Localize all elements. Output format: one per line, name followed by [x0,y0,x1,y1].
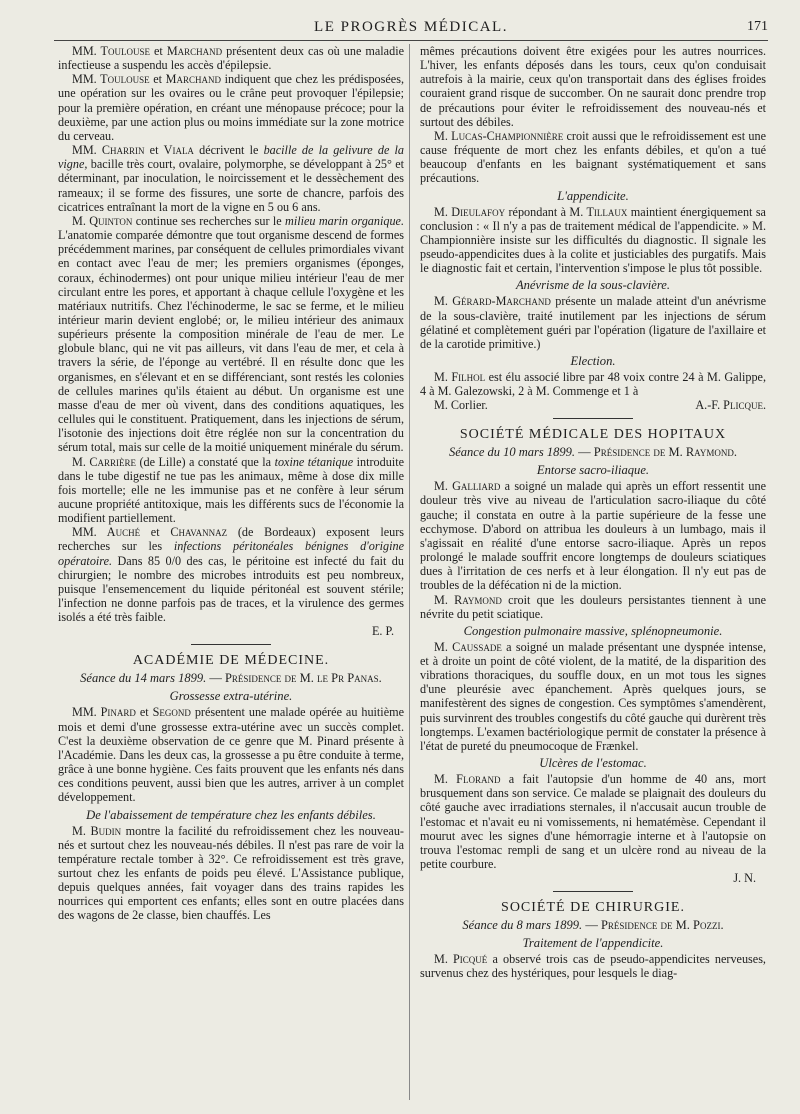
paragraph-text: (de Bordeaux) exposent leurs recherches sur les [58,525,404,554]
session-date: Séance du 8 mars 1899. [462,918,583,933]
paragraph-text: indiquent que chez les prédisposées, une opération sur les ovaires ou le crâne peut provoquer l'épilepsie; pour la première opération, en créant une ménopause précoce; pour la deuxième, par une action plus ou moins immédiate sur la zone motrice du cerveau. [58,72,404,143]
section-title: SOCIÉTÉ DE CHIRURGIE. [501,900,685,916]
author-name: Chavannaz [170,525,228,540]
paragraph [420,640,766,753]
paragraph-text: a observé trois cas de pseudo-appendicites nerveuses, survenus chez des hystériques, pour lesquels le diag- [420,952,766,981]
author-name: MM. Charrin [72,143,145,158]
paragraph-text: montre la facilité du refroidissement chez les nouveau-nés et surtout chez les nouveau-nés débiles. Il n'est pas rare de voir la température rectale tomber à 32°. Ce refroidissement est très grave, surtout chez les enfants de poids peu élevé. L'Assistance publique, depuis quelques années, fait voyager dans des trains rapides les nourrices qui emportent ces enfants; elles sont en outre placées dans des wagons de 2e classe, bien chauffés. Les [58,823,404,923]
author-name: MM. Pinard [72,705,136,720]
author-name: Viala [163,143,194,158]
italic-term: infections péritonéales bénignes d'origine opératoire. [58,539,404,568]
paragraph [420,294,766,351]
left-column [58,44,404,1104]
paragraph [420,952,766,980]
paragraph-text: présentent une malade opérée au huitième mois et demi d'une grossesse extra-utérine avec un succès complet. C'est la deuxième observation de ce genre que M. Pinard présente à l'Académie. Dans les deux cas, la grossesse a pu être conduite à terme, grâce à une bonne hygiène. Ces faits prouvent que les enfants nés dans ces conditions peuvent, aussi bien que les autres, arriver à un complet développement. [58,705,404,805]
paragraph [58,525,404,624]
author-name: M. Gérard-Marchand [434,294,551,309]
author-name: M. Dieulafoy [434,204,506,219]
paragraph [58,455,404,526]
paragraph-text: introduite dans le tube digestif ne tue pas les animaux, même à dose dix mille fois mortelle; elle ne les immunise pas et ne confère à leur sérum aucune propriété antitoxique, mais les différents sucs de l'économie la modifient partiellement. [58,454,404,526]
author-name: M. Quinton [72,213,133,228]
session-presidency: — Présidence de M. Pozzi. [582,918,724,933]
paragraph [420,129,766,186]
paragraph [420,593,766,621]
paragraph-text: (de Lille) a constaté que la [135,454,275,469]
paragraph-text: a soigné un malade qui après un effort ressentit une douleur très vive au niveau de l'articulation sacro-iliaque du côté gauche; il constata en outre à la partie supérieure de la fesse une ecchymose. D'abord on attribua les douleurs à un lumbago, mais il s'agissait en réalité d'une entorse sacro-iliaque. Après un repos prolongé le malade souffrit encore longtemps de douleurs sciatiques dues à l'irritation de ces nerfs et à leur élongation. Il n'y eut pas de troubles de la défécation ni de la miction. [420,479,766,593]
session-line [420,918,766,933]
paragraph [58,705,404,804]
paragraph [58,143,404,214]
last-candidate: M. Corlier. [434,398,488,413]
conjunction: et [144,143,164,158]
author-name: Marchand [166,44,223,58]
section-title: ACADÉMIE DE MÉDECINE. [132,653,330,669]
author-name: Marchand [165,72,221,87]
paragraph-text: est élu associé libre par 48 voix contre 24 à M. Galippe, 4 à M. Galezowski, 2 à M. Commenge et 1 à [420,369,766,399]
paragraph [420,370,766,398]
section-title: SOCIÉTÉ MÉDICALE DES HOPITAUX [459,427,727,443]
subsection-title: L'appendicite. [557,188,629,203]
author-name: Segond [152,705,191,720]
author-name: M. Florand [434,772,501,787]
conjunction: et [135,705,153,720]
paragraph-text: présente un malade atteint d'un anévrisme de la sous-clavière, traité inutilement par les injections de sérum gélatiné et complètement guéri par l'opération (ligature de l'axillaire et de la carotide primitive.) [420,294,766,351]
session-presidency: — Présidence de M. le Pr Panas. [206,671,382,686]
author-name: M. Budin [72,823,122,838]
paragraph-text: a soigné un malade présentant une dyspnée intense, et à droite un point de côté violent, de la matité, de la disparition des vibrations thoraciques, du souffle doux, en un mot tous les signes d'une pleurésie avec épanchement. Après quelques jours, se manifestèrent des signes de congestion. Ces symptômes s'amendèrent, puis survinrent des troubles congestifs du côté gauche qui durèrent très longtemps. L'examen bactériologique permit de constater la présence à l'état de pureté du pneumocoque de Frænkel. [420,639,766,753]
section-rule [191,644,271,645]
author-signature: E. P. [371,624,394,639]
running-title: LE PROGRÈS MÉDICAL. [314,19,508,35]
author-name: M. Carrière [72,454,136,469]
subsection-title: Traitement de l'appendicite. [522,936,664,951]
paragraph [420,772,766,871]
paragraph [58,44,404,72]
column-divider [409,44,410,1100]
conjunction: et [149,72,166,87]
conjunction: et [149,44,167,58]
author-signature: J. N. [733,871,756,886]
italic-term: bacille de la gelivure de la vigne, [58,143,404,172]
election-closing-line [420,398,766,412]
paragraph-text: L'anatomie comparée démontre que tout organisme descend de formes précédemment marines, par conséquent de cellules primordiales vivant en contact avec l'eau de mer; les premiers organismes (éponges, coraux, échinodermes) ont pour unique milieu intérieur l'eau de mer circulant entre les pores, et apportant à chaque cellule l'oxygène et les matériaux nutritifs. Chez l'échinoderme, le sac se ferme, et le milieu intérieur marin devient englobé; or, le milieu intérieur des animaux supérieurs présente la composition minérale de l'eau de mer. Le globule blanc, qui ne vit pas ailleurs, vit dans l'eau de mer, et cela à travers la série, de l'éponge au vertébré. Il en résulte donc que les organismes, en s'élevant et en se différenciant, sont restés les colonies de cellules marines qu'ils étaient au début. Un organisme est une masse d'eau de mer où vivent, dans des conditions aquatiques, les cellules qui le constituent. Pratiquement, dans les injections de sérum, l'isotonie des injections doit être réglée non sur la concentration du sérum total, mais sur celle de la moitié uniquement minérale du sérum. [58,228,404,455]
session-date: Séance du 14 mars 1899. [80,671,207,686]
session-presidency: — Présidence de M. Raymond. [575,445,737,460]
italic-term: milieu marin organique. [285,213,404,228]
author-name: MM. Toulouse [72,44,150,58]
subsection-title: Entorse sacro-iliaque. [536,463,650,478]
author-name: M. Galliard [434,479,501,494]
paragraph-text: croit que les douleurs persistantes tiennent à une névrite du petit sciatique. [420,592,766,621]
author-name: M. Filhol [434,369,486,384]
author-name: MM. Auché [72,525,141,540]
author-signature: A.-F. Plicque. [695,398,766,413]
paragraph [58,824,404,923]
author-name: M. Caussade [434,639,502,654]
paragraph-text: présentent deux cas où une maladie infectieuse a suspendu les accès d'épilepsie. [58,44,404,73]
page-number: 171 [747,19,768,34]
paragraph-text: continue ses recherches sur le [132,213,286,228]
author-name: MM. Toulouse [72,72,150,87]
paragraph-text: répondant à [505,204,570,219]
paragraph [58,214,404,455]
session-date: Séance du 10 mars 1899. [449,445,576,460]
author-name: M. Picqué [434,952,488,967]
page-header [54,16,768,41]
subsection-title: Anévrisme de la sous-clavière. [515,278,671,293]
author-name: M. Lucas-Championnière [434,128,564,143]
paragraph [420,479,766,592]
italic-term: toxine tétanique [274,454,354,469]
session-line [420,445,766,460]
paragraph-text: a fait l'autopsie d'un homme de 40 ans, mort brusquement dans son service. Ce malade se plaignait des douleurs du côté gauche avec irradiations sternales, il n'accusait aucun trouble de l'estomac et n'avait eu ni vomissements, ni hematémèse. Cependant il mourut avec les signes d'une hémorragie interne et à l'autopsie on trouva l'estomac rempli de sang et un ulcère rond au niveau de la petite courbure. [420,772,766,872]
conjunction: et [140,525,171,540]
right-column [420,44,766,1104]
subsection-title: Ulcères de l'estomac. [539,756,647,771]
subsection-title: Grossesse extra-utérine. [169,689,293,704]
section-rule [553,418,633,419]
paragraph [420,44,766,129]
paragraph-text: croit aussi que le refroidissement est une cause fréquente de mort chez les enfants débiles, et qu'on a tué beaucoup d'enfants en les baignant systématiquement et sans précautions. [420,128,766,186]
paragraph [420,205,766,276]
paragraph-text: maintient énergiquement sa conclusion : « Il n'y a pas de traitement médical de l'appendicite. » M. Championnière insiste sur les difficultés du diagnostic. Il signale les pseudo-appendicites dues à la colite et justiciables des purgatifs. Mais le diagnostic fait et certain, l'intervention s'impose le plus tôt possible. [420,204,766,276]
paragraph-text: bacille très court, ovalaire, polymorphe, se développant à 25° et déterminant, par inoculation, le noircissement et le dessèchement des rameaux; il se forme des fissures, une sorte de chancre, parfois des cicatrices entraînant la mort de la vigne en 5 ou 6 ans. [58,157,404,214]
subsection-title: De l'abaissement de température chez les enfants débiles. [86,807,376,822]
author-name: M. Raymond [434,592,502,607]
author-name: M. Tillaux [569,204,628,219]
paragraph [58,72,404,143]
paragraph-text: mêmes précautions doivent être exigées pour les autres nourrices. L'hiver, les enfants déposés dans les tours, ceux qu'on conduisait autrefois à la mairie, ceux qu'on transportait dans des églises froides couraient grand risque de succomber. On ne saurait donc prendre trop de précautions pour éviter le refroidissement des nouveau-nés et surtout des débiles. [420,44,766,129]
paragraph-text: Dans 85 0/0 des cas, le péritoine est infecté du fait du chirurgien; le nombre des microbes introduits est peu nombreux, puisque l'ensemencement du liquide péritonéal est souvent stérile; l'infection ne donne parfois pas de traces, et la virulence des germes isolés a été très faible. [58,553,404,625]
section-rule [553,891,633,892]
paragraph-text: décrivent le [193,143,264,158]
subsection-title: Congestion pulmonaire massive, splénopneumonie. [463,623,723,638]
session-line [58,671,404,686]
subsection-title: Election. [570,353,616,368]
